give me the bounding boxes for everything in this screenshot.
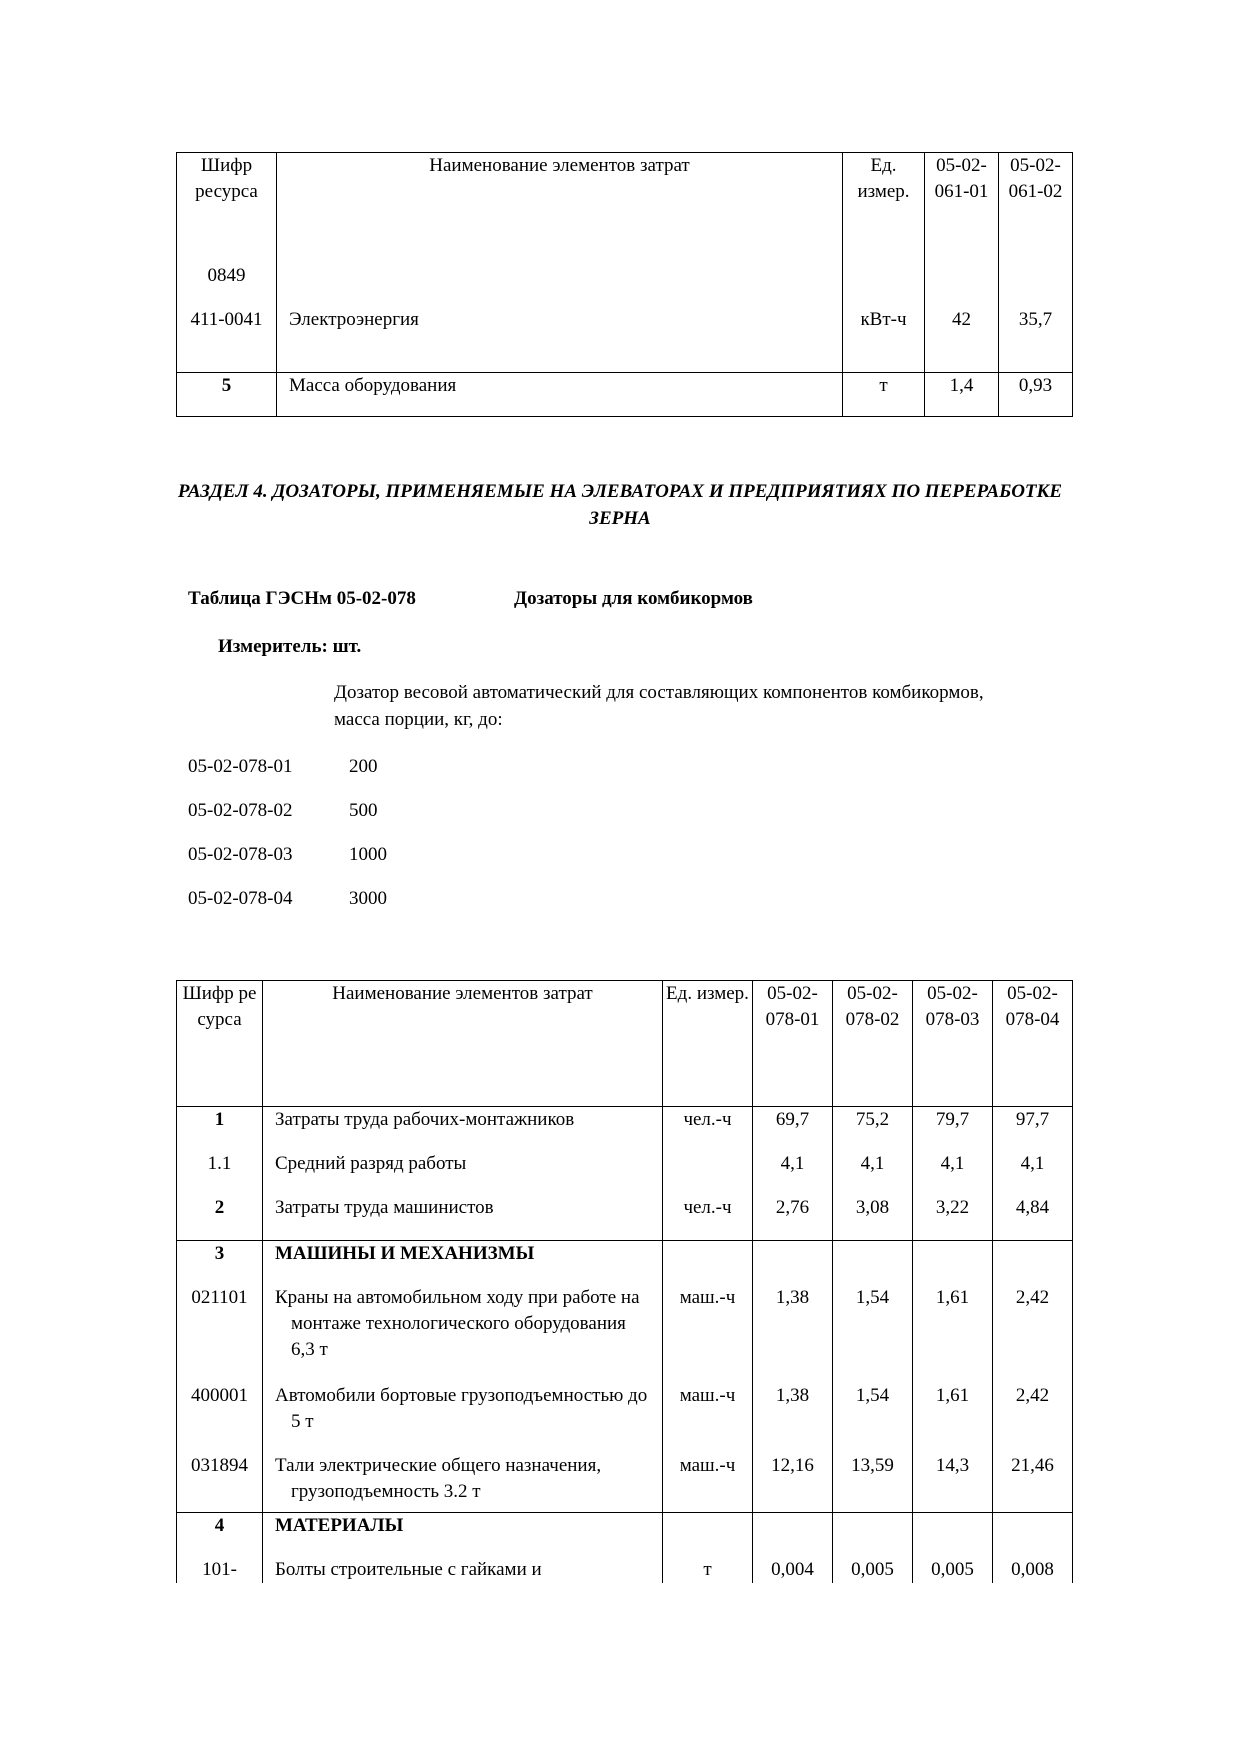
- item-code: 05-02-078-03: [188, 844, 293, 865]
- row-value: [999, 259, 1073, 307]
- row-value: 4,1: [993, 1151, 1073, 1195]
- row-unit: [663, 1151, 753, 1195]
- table-row: [177, 259, 1073, 307]
- item-value: 200: [349, 756, 378, 777]
- table-row: [177, 307, 1073, 373]
- table-title: Дозаторы для комбикормов: [514, 588, 753, 609]
- row-value: 4,1: [913, 1151, 993, 1195]
- row-value: 21,46: [993, 1453, 1073, 1513]
- row-unit: [843, 259, 925, 307]
- row-unit: [663, 1513, 753, 1557]
- row-value: 2,76: [753, 1195, 833, 1241]
- row-value: 0,004: [753, 1557, 833, 1583]
- row-value: 0,008: [993, 1557, 1073, 1583]
- item-value: 3000: [349, 888, 387, 909]
- table-row: [177, 1557, 1073, 1583]
- row-code: 2: [177, 1195, 263, 1241]
- table-row: [177, 373, 1073, 417]
- header-col1: 05-02-078-01: [753, 981, 833, 1107]
- table-row: [177, 1285, 1073, 1383]
- item-code: 05-02-078-04: [188, 888, 293, 909]
- row-value: [925, 259, 999, 307]
- row-unit: маш.-ч: [663, 1453, 753, 1513]
- row-value: [753, 1513, 833, 1557]
- description-line-1: Дозатор весовой автоматический для составляющих компонентов комбикормов,: [334, 682, 984, 703]
- row-value: 0,005: [833, 1557, 913, 1583]
- header-name: Наименование элементов затрат: [277, 153, 843, 259]
- row-value: 1,54: [833, 1383, 913, 1453]
- row-unit: чел.-ч: [663, 1107, 753, 1151]
- row-unit: маш.-ч: [663, 1285, 753, 1383]
- header-col3: 05-02-078-03: [913, 981, 993, 1107]
- table-label: Таблица ГЭСНм 05-02-078: [188, 588, 416, 609]
- row-code: 1: [177, 1107, 263, 1151]
- row-name: Краны на автомобильном ходу при работе на монтаже технологического оборудования 6,3 т: [263, 1285, 663, 1383]
- row-value: 4,1: [833, 1151, 913, 1195]
- row-value: 1,38: [753, 1285, 833, 1383]
- row-code: 0849: [177, 259, 277, 307]
- header-code: Шифр ресурса: [177, 981, 263, 1107]
- row-value: 97,7: [993, 1107, 1073, 1151]
- header-unit: Ед. измер.: [843, 153, 925, 259]
- resource-table-078: [176, 980, 1073, 1583]
- table-header-row: [177, 981, 1073, 1107]
- row-value: 13,59: [833, 1453, 913, 1513]
- row-value: [913, 1513, 993, 1557]
- header-code: Шифр ресурса: [177, 153, 277, 259]
- row-name: Автомобили бортовые грузоподъемностью до 5 т: [263, 1383, 663, 1453]
- row-value: 1,38: [753, 1383, 833, 1453]
- row-value: 4,84: [993, 1195, 1073, 1241]
- row-unit: кВт-ч: [843, 307, 925, 373]
- row-value: 1,4: [925, 373, 999, 417]
- row-code: 400001: [177, 1383, 263, 1453]
- row-code: 021101: [177, 1285, 263, 1383]
- resource-table-061: [176, 152, 1073, 417]
- row-name: Затраты труда рабочих-монтажников: [263, 1107, 663, 1151]
- row-value: 2,42: [993, 1285, 1073, 1383]
- row-name: Масса оборудования: [277, 373, 843, 417]
- row-value: 4,1: [753, 1151, 833, 1195]
- section-title: РАЗДЕЛ 4. ДОЗАТОРЫ, ПРИМЕНЯЕМЫЕ НА ЭЛЕВАТОРАХ И ПРЕДПРИЯТИЯХ ПО ПЕРЕРАБОТКЕ ЗЕРНА: [177, 481, 1063, 529]
- table-header-row: [177, 153, 1073, 259]
- header-name: Наименование элементов затрат: [263, 981, 663, 1107]
- header-unit: Ед. измер.: [663, 981, 753, 1107]
- row-value: 75,2: [833, 1107, 913, 1151]
- description-line-2: масса порции, кг, до:: [334, 709, 503, 730]
- row-name: Электроэнергия: [277, 307, 843, 373]
- row-value: [993, 1241, 1073, 1285]
- row-name: Средний разряд работы: [263, 1151, 663, 1195]
- row-value: 0,005: [913, 1557, 993, 1583]
- row-value: 79,7: [913, 1107, 993, 1151]
- header-col1: 05-02-061-01: [925, 153, 999, 259]
- item-code: 05-02-078-01: [188, 756, 293, 777]
- row-unit: чел.-ч: [663, 1195, 753, 1241]
- row-unit: т: [663, 1557, 753, 1583]
- row-name: МАШИНЫ И МЕХАНИЗМЫ: [263, 1241, 663, 1285]
- table-row: [177, 1513, 1073, 1557]
- table-row: [177, 1151, 1073, 1195]
- row-value: [833, 1241, 913, 1285]
- row-value: 42: [925, 307, 999, 373]
- row-value: 14,3: [913, 1453, 993, 1513]
- header-col2: 05-02-078-02: [833, 981, 913, 1107]
- row-code: 4: [177, 1513, 263, 1557]
- row-name: Болты строительные с гайками и: [263, 1557, 663, 1583]
- row-value: 1,61: [913, 1383, 993, 1453]
- table-row: [177, 1107, 1073, 1151]
- item-value: 500: [349, 800, 378, 821]
- row-unit: т: [843, 373, 925, 417]
- row-value: 12,16: [753, 1453, 833, 1513]
- row-value: [913, 1241, 993, 1285]
- table-row: [177, 1241, 1073, 1285]
- row-value: 0,93: [999, 373, 1073, 417]
- row-code: 5: [177, 373, 277, 417]
- row-name: [277, 259, 843, 307]
- row-name: МАТЕРИАЛЫ: [263, 1513, 663, 1557]
- row-code: 3: [177, 1241, 263, 1285]
- row-value: [833, 1513, 913, 1557]
- row-code: 031894: [177, 1453, 263, 1513]
- item-value: 1000: [349, 844, 387, 865]
- row-unit: [663, 1241, 753, 1285]
- row-code: 1.1: [177, 1151, 263, 1195]
- row-name: Затраты труда машинистов: [263, 1195, 663, 1241]
- row-value: 3,22: [913, 1195, 993, 1241]
- item-code: 05-02-078-02: [188, 800, 293, 821]
- row-name: Тали электрические общего назначения, грузоподъемность 3.2 т: [263, 1453, 663, 1513]
- table-row: [177, 1453, 1073, 1513]
- row-value: 3,08: [833, 1195, 913, 1241]
- row-value: [753, 1241, 833, 1285]
- measure-unit: Измеритель: шт.: [218, 636, 362, 657]
- row-code: 101-: [177, 1557, 263, 1583]
- row-code: 411-0041: [177, 307, 277, 373]
- row-value: 69,7: [753, 1107, 833, 1151]
- table-row: [177, 1195, 1073, 1241]
- row-value: 35,7: [999, 307, 1073, 373]
- row-value: 1,61: [913, 1285, 993, 1383]
- row-unit: маш.-ч: [663, 1383, 753, 1453]
- table-row: [177, 1383, 1073, 1453]
- header-col4: 05-02-078-04: [993, 981, 1073, 1107]
- row-value: 1,54: [833, 1285, 913, 1383]
- row-value: 2,42: [993, 1383, 1073, 1453]
- header-col2: 05-02-061-02: [999, 153, 1073, 259]
- row-value: [993, 1513, 1073, 1557]
